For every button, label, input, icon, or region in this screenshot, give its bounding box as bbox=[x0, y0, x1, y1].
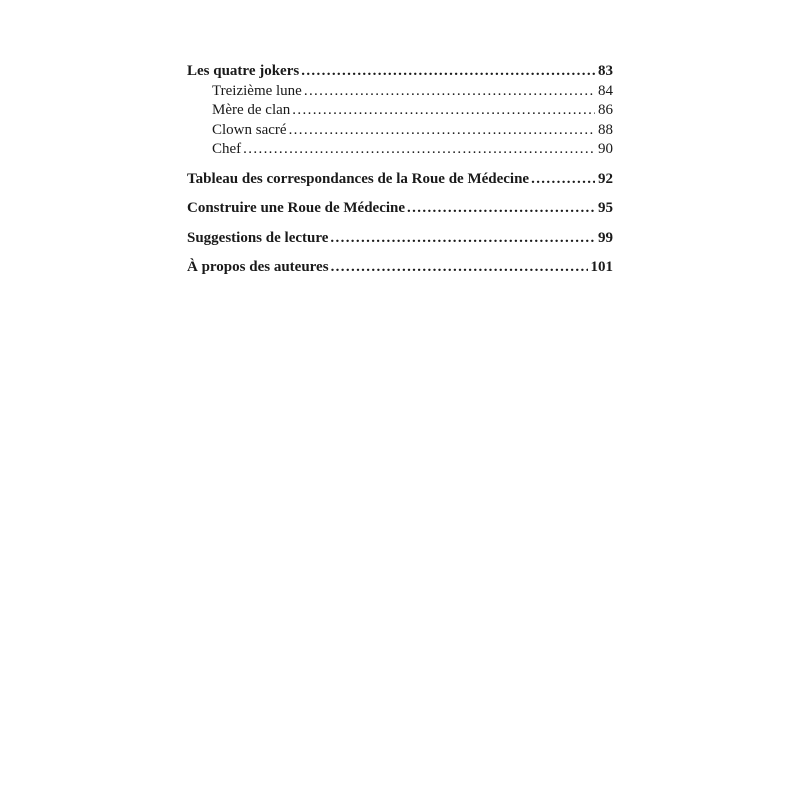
toc-entry-page: 88 bbox=[598, 121, 613, 138]
toc-entry-title: Les quatre jokers bbox=[187, 63, 300, 79]
toc-entry-clown-sacre bbox=[187, 121, 613, 141]
toc-entry-construire-une-roue bbox=[187, 199, 613, 219]
toc-entry-title: Tableau des correspondances de la Roue de Médecine bbox=[187, 170, 530, 187]
toc-entry-tableau-des-correspondances bbox=[187, 170, 613, 190]
dot-leader bbox=[292, 101, 595, 121]
toc-entry-chef bbox=[187, 140, 613, 160]
dot-leader bbox=[304, 82, 595, 102]
toc-entry-page: 83 bbox=[598, 63, 613, 79]
toc-entry-treizieme-lune bbox=[187, 82, 613, 102]
toc-entry-page: 95 bbox=[598, 200, 613, 216]
toc-entry-page: 86 bbox=[598, 102, 613, 118]
toc-entry-title: À propos des auteures bbox=[187, 259, 329, 275]
toc-entry-page: 99 bbox=[598, 229, 613, 246]
toc-entry-title: Chef bbox=[212, 141, 242, 157]
toc-entry-title: Construire une Roue de Médecine bbox=[187, 200, 406, 216]
toc-entry-title: Suggestions de lecture bbox=[187, 229, 329, 246]
dot-leader bbox=[407, 199, 595, 219]
toc-entry-page: 84 bbox=[598, 82, 613, 99]
dot-leader bbox=[330, 229, 595, 249]
table-of-contents bbox=[187, 62, 613, 278]
toc-entry-title: Treizième lune bbox=[212, 82, 302, 99]
dot-leader bbox=[289, 121, 595, 141]
dot-leader bbox=[301, 62, 595, 82]
toc-entry-mere-de-clan bbox=[187, 101, 613, 121]
toc-entry-title: Mère de clan bbox=[212, 102, 291, 118]
dot-leader bbox=[331, 258, 588, 278]
toc-entry-les-quatre-jokers bbox=[187, 62, 613, 82]
toc-entry-title: Clown sacré bbox=[212, 121, 287, 138]
toc-entry-page: 101 bbox=[590, 259, 613, 275]
toc-entry-suggestions-de-lecture bbox=[187, 229, 613, 249]
dot-leader bbox=[531, 170, 595, 190]
toc-entry-page: 90 bbox=[598, 141, 613, 157]
dot-leader bbox=[243, 140, 595, 160]
toc-entry-page: 92 bbox=[598, 170, 613, 187]
toc-entry-a-propos-des-auteures bbox=[187, 258, 613, 278]
